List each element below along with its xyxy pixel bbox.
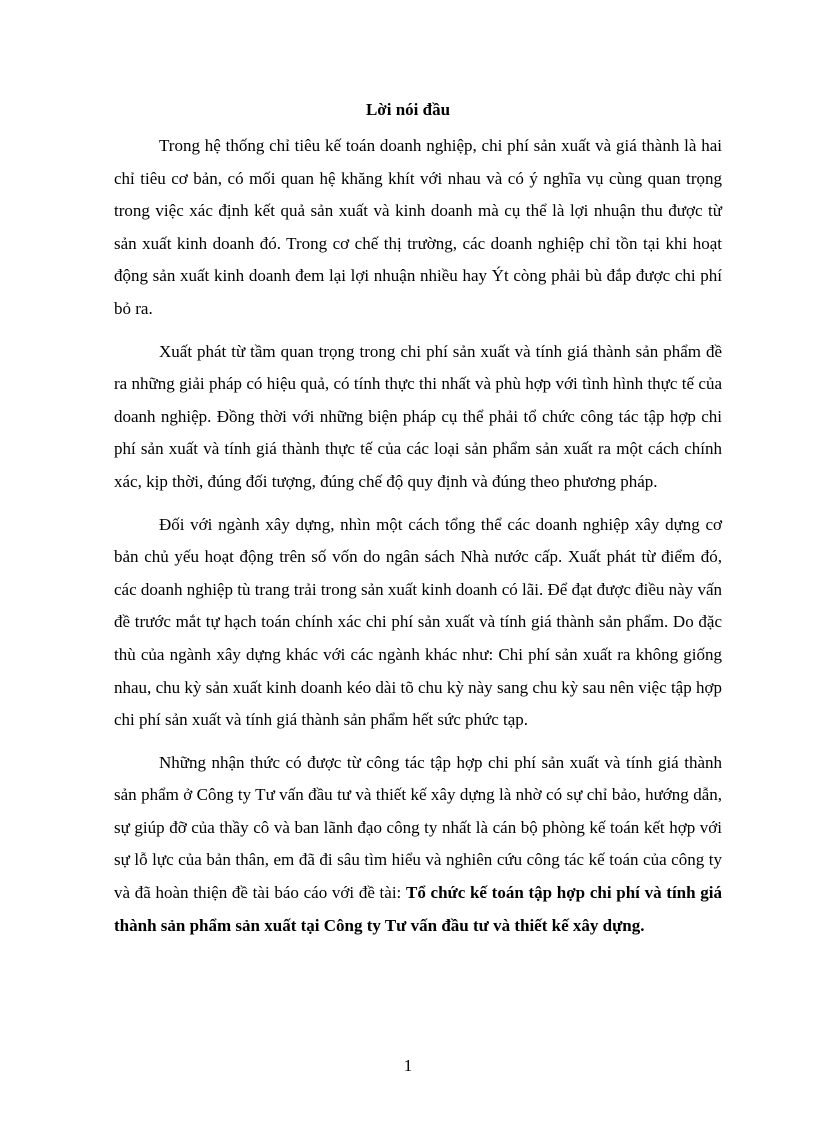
paragraph-4 <box>114 747 722 943</box>
paragraph-4-text: Những nhận thức có được từ công tác tập hợp chi phí sản xuất và tính giá thành sản phẩm ở Công ty Tư vấn đầu tư và thiết kế xây dựng là nhờ có sự chỉ bảo, hướng dẫn, sự giúp đỡ của thầy cô và ban lãnh đạo công ty nhất là cán bộ phòng kế toán kết hợp với sự lỗ lực của bản thân, em đã đi sâu tìm hiểu và nghiên cứu công tác kế toán của công ty và đã hoàn thiện đề tài báo cáo với đề tài: <box>114 752 722 903</box>
document-body <box>114 130 722 942</box>
thesis-topic: Tổ chức kế toán tập hợp chi phí và tính giá thành sản phẩm sản xuất tại Công ty Tư vấn đầu tư và thiết kế xây dựng. <box>114 883 722 935</box>
paragraph-3: Đối với ngành xây dựng, nhìn một cách tổng thể các doanh nghiệp xây dựng cơ bản chủ yếu hoạt động trên số vốn do ngân sách Nhà nước cấp. Xuất phát từ điểm đó, các doanh nghiệp tù trang trải trong sản xuất kinh doanh có lãi. Để đạt được điều này vấn đề trước mắt tự hạch toán chính xác chi phí sản xuất và tính giá thành sản phẩm. Do đặc thù của ngành xây dựng khác với các ngành khác như: Chi phí sản xuất ra không giống nhau, chu kỳ sản xuất kinh doanh kéo dài tõ chu kỳ này sang chu kỳ sau nên việc tập hợp chi phí sản xuất và tính giá thành sản phẩm hết sức phức tạp. <box>114 514 722 730</box>
paragraph-1: Trong hệ thống chỉ tiêu kế toán doanh nghiệp, chi phí sản xuất và giá thành là hai chỉ tiêu cơ bản, có mối quan hệ khăng khít với nhau và có ý nghĩa vụ cùng quan trọng trong việc xác định kết quả sản xuất và kinh doanh mà cụ thể là lợi nhuận thu được từ sản xuất kinh doanh đó. Trong cơ chế thị trường, các doanh nghiệp chỉ tồn tại khi hoạt động sản xuất kinh doanh đem lại lợi nhuận nhiều hay Ýt còng phải bù đắp được chi phí bỏ ra. <box>114 136 722 318</box>
page-title: Lời nói đầu <box>365 100 451 119</box>
paragraph-2: Xuất phát từ tầm quan trọng trong chi phí sản xuất và tính giá thành sản phẩm đề ra những giải pháp có hiệu quả, có tính thực thi nhất và phù hợp với tình hình thực tế của doanh nghiệp. Đồng thời với những biện pháp cụ thể phải tổ chức công tác tập hợp chi phí sản xuất và tính giá thành thực tế của các loại sản phẩm sản xuất ra một cách chính xác, kịp thời, đúng đối tượng, đúng chế độ quy định và đúng theo phương pháp. <box>114 341 722 491</box>
page-number: 1 <box>403 1056 413 1075</box>
